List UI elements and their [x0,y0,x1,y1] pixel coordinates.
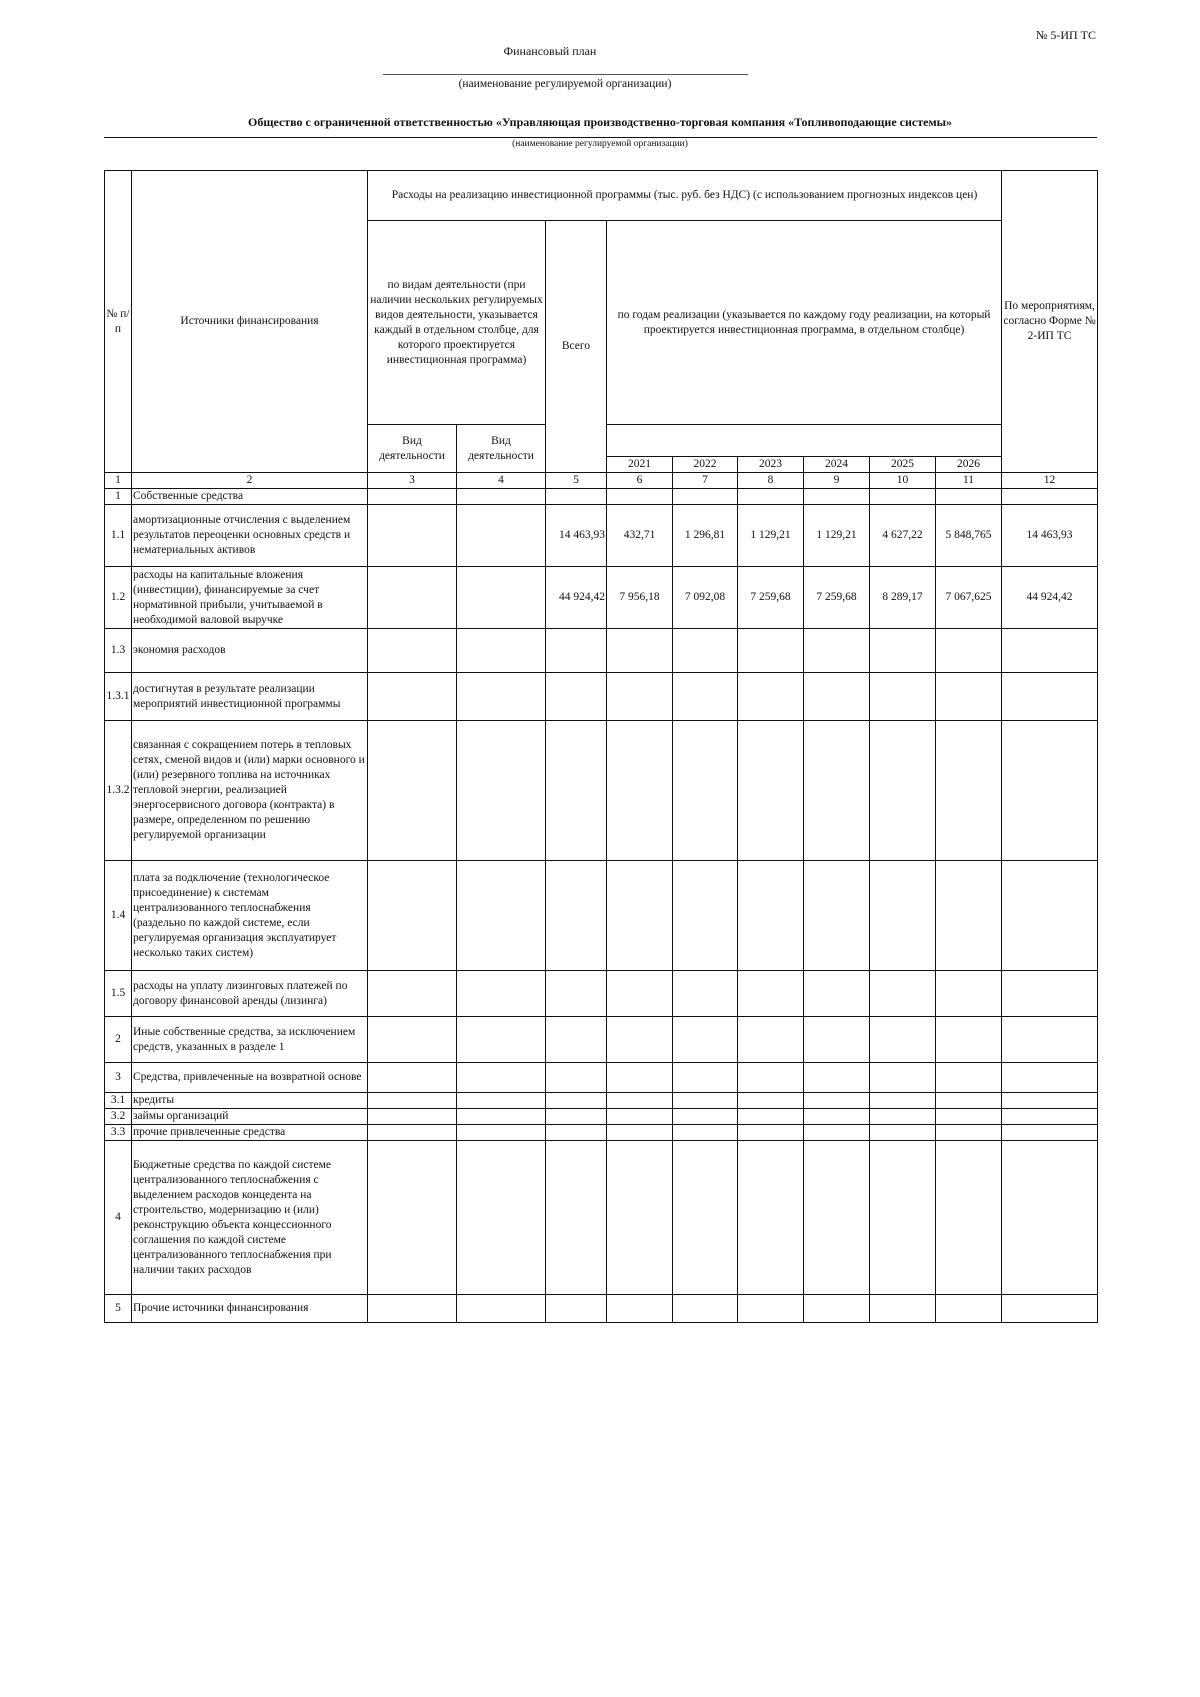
row-activity-2 [457,1063,546,1093]
row-year-value [607,1017,673,1063]
row-year-value [738,673,804,721]
row-by-measure [1002,1141,1098,1295]
row-activity-1 [368,567,457,629]
row-source-name: кредиты [132,1093,368,1109]
row-by-measure [1002,1017,1098,1063]
row-year-value [936,1141,1002,1295]
row-year-value [804,1063,870,1093]
row-year-value [870,1295,936,1323]
row-year-value: 1 129,21 [804,505,870,567]
row-year-value [607,1295,673,1323]
row-year-value [673,861,738,971]
row-source-name: плата за подключение (технологическое присоединение) к системам централизованного теплоснабжения (раздельно по каждой системе, если регулируемая организация эксплуатирует несколько таких систем) [132,861,368,971]
row-year-value [936,629,1002,673]
row-source-name: амортизационные отчисления с выделением результатов переоценки основных средств и нематериальных активов [132,505,368,567]
row-activity-1 [368,1295,457,1323]
row-activity-1 [368,1141,457,1295]
header-col-by-measure: По мероприятиям, согласно Форме № 2-ИП ТС [1002,171,1098,473]
row-year-value: 432,71 [607,505,673,567]
table-row [105,1141,1098,1295]
header-col-no: № п/п [105,171,132,473]
row-by-measure [1002,1109,1098,1125]
header-year: 2023 [738,457,804,473]
row-total [546,673,607,721]
row-number: 2 [105,1017,132,1063]
row-year-value [936,1063,1002,1093]
row-year-value [936,1125,1002,1141]
row-total [546,861,607,971]
column-number: 5 [546,473,607,489]
row-activity-2 [457,629,546,673]
row-year-value: 7 956,18 [607,567,673,629]
row-total [546,1109,607,1125]
row-activity-1 [368,629,457,673]
row-activity-2 [457,1109,546,1125]
row-by-measure [1002,673,1098,721]
row-year-value [738,861,804,971]
row-by-measure [1002,1063,1098,1093]
table-row [105,629,1098,673]
row-year-value [936,1093,1002,1109]
row-number: 1 [105,489,132,505]
row-activity-2 [457,971,546,1017]
row-year-value [607,1109,673,1125]
row-year-value: 1 129,21 [738,505,804,567]
row-number: 1.3.2 [105,721,132,861]
row-year-value [607,971,673,1017]
row-by-measure [1002,971,1098,1017]
row-by-measure: 44 924,42 [1002,567,1098,629]
row-activity-1 [368,673,457,721]
row-number: 1.1 [105,505,132,567]
row-year-value [738,629,804,673]
column-number: 6 [607,473,673,489]
row-year-value: 7 259,68 [804,567,870,629]
org-blank-line [383,74,748,75]
row-year-value [607,721,673,861]
column-number: 1 [105,473,132,489]
header-year: 2024 [804,457,870,473]
row-source-name: достигнутая в результате реализации мероприятий инвестиционной программы [132,673,368,721]
table-row [105,505,1098,567]
row-year-value [804,861,870,971]
row-source-name: займы организаций [132,1109,368,1125]
row-number: 1.4 [105,861,132,971]
column-number: 10 [870,473,936,489]
column-number: 8 [738,473,804,489]
row-year-value [738,1295,804,1323]
row-activity-2 [457,1295,546,1323]
table-row [105,673,1098,721]
row-year-value [673,1017,738,1063]
row-total [546,1093,607,1109]
header-col-by-year: по годам реализации (указывается по каждому году реализации, на который проектируется инвестиционная программа, в отдельном столбце) [607,221,1002,425]
row-year-value [804,673,870,721]
row-number: 3.3 [105,1125,132,1141]
row-year-value [870,861,936,971]
row-source-name: расходы на уплату лизинговых платежей по договору финансовой аренды (лизинга) [132,971,368,1017]
row-total [546,1295,607,1323]
column-number: 11 [936,473,1002,489]
row-number: 5 [105,1295,132,1323]
row-year-value [936,971,1002,1017]
document-title: Финансовый план [503,44,597,58]
row-year-value [738,1109,804,1125]
row-year-value [673,1109,738,1125]
row-number: 3.2 [105,1109,132,1125]
row-year-value [936,1295,1002,1323]
row-year-value [673,489,738,505]
row-by-measure [1002,1125,1098,1141]
row-year-value [673,971,738,1017]
row-year-value [673,721,738,861]
row-year-value [870,971,936,1017]
row-by-measure: 14 463,93 [1002,505,1098,567]
row-number: 1.3 [105,629,132,673]
row-year-value [936,1109,1002,1125]
row-activity-2 [457,673,546,721]
row-total: 44 924,42 [546,567,607,629]
row-activity-2 [457,505,546,567]
row-activity-2 [457,567,546,629]
row-activity-1 [368,1017,457,1063]
row-total [546,1017,607,1063]
row-year-value [673,629,738,673]
table-row [105,721,1098,861]
header-year: 2025 [870,457,936,473]
table-row [105,1109,1098,1125]
row-source-name: связанная с сокращением потерь в тепловых сетях, сменой видов и (или) марки основного и (или) резервного топлива на источниках тепловой энергии, реализацией энергосервисного договора (контракта) в размере, определенном по решению регулируемой организации [132,721,368,861]
row-year-value [607,1141,673,1295]
column-number: 9 [804,473,870,489]
row-number: 1.3.1 [105,673,132,721]
row-year-value [870,1093,936,1109]
row-year-value: 8 289,17 [870,567,936,629]
row-activity-1 [368,505,457,567]
table-row [105,1063,1098,1093]
row-activity-1 [368,489,457,505]
row-number: 4 [105,1141,132,1295]
row-year-value [738,1125,804,1141]
row-year-value [607,1125,673,1141]
row-total [546,1063,607,1093]
row-year-value [870,721,936,861]
row-activity-2 [457,721,546,861]
row-total [546,721,607,861]
row-year-value [804,489,870,505]
row-year-value [607,629,673,673]
row-year-value [936,1017,1002,1063]
row-year-value [936,673,1002,721]
row-year-value [607,489,673,505]
organization-name: Общество с ограниченной ответственностью «Управляющая производственно-торговая компания «Топливоподающие системы» [248,115,952,129]
row-total: 14 463,93 [546,505,607,567]
row-source-name: Бюджетные средства по каждой системе централизованного теплоснабжения с выделением расходов концедента на строительство, модернизацию и (или) реконструкцию объекта концессионного соглашения по каждой системе централизованного теплоснабжения при наличии таких расходов [132,1141,368,1295]
row-total [546,489,607,505]
row-year-value [673,1093,738,1109]
row-by-measure [1002,629,1098,673]
row-activity-1 [368,1109,457,1125]
column-number: 2 [132,473,368,489]
row-year-value: 1 296,81 [673,505,738,567]
row-activity-2 [457,1141,546,1295]
org-caption-top: (наименование регулируемой организации) [458,78,672,90]
row-total [546,1141,607,1295]
row-year-value: 5 848,765 [936,505,1002,567]
header-activity-1: Вид деятельности [368,425,457,473]
org-caption-bottom: (наименование регулируемой организации) [512,139,688,149]
row-source-name: прочие привлеченные средства [132,1125,368,1141]
table-row [105,971,1098,1017]
row-year-value [607,1093,673,1109]
row-year-value [607,861,673,971]
row-year-value [738,1141,804,1295]
row-activity-1 [368,1063,457,1093]
row-number: 1.5 [105,971,132,1017]
row-year-value [870,1017,936,1063]
row-year-value [804,1141,870,1295]
row-year-value [607,1063,673,1093]
row-year-value [870,1141,936,1295]
row-year-value: 7 092,08 [673,567,738,629]
table-row [105,1295,1098,1323]
column-number: 7 [673,473,738,489]
row-year-value [870,1063,936,1093]
row-source-name: Иные собственные средства, за исключением средств, указанных в разделе 1 [132,1017,368,1063]
row-year-value [870,629,936,673]
row-year-value [804,1017,870,1063]
row-total [546,971,607,1017]
row-total [546,629,607,673]
table-row [105,567,1098,629]
header-col-source: Источники финансирования [132,171,368,473]
row-year-value [870,673,936,721]
table-row [105,489,1098,505]
row-year-value [804,721,870,861]
row-year-value [673,1125,738,1141]
row-activity-1 [368,721,457,861]
row-source-name: Прочие источники финансирования [132,1295,368,1323]
header-col-expenses: Расходы на реализацию инвестиционной программы (тыс. руб. без НДС) (с использованием прогнозных индексов цен) [368,171,1002,221]
row-year-value [804,1125,870,1141]
row-year-value [804,629,870,673]
header-year: 2026 [936,457,1002,473]
row-year-value [673,1295,738,1323]
column-number: 4 [457,473,546,489]
row-year-value [673,1063,738,1093]
row-year-value [738,971,804,1017]
row-year-value [804,1093,870,1109]
row-year-value [673,673,738,721]
row-activity-1 [368,971,457,1017]
row-year-value [804,1109,870,1125]
table-row [105,1093,1098,1109]
row-activity-1 [368,861,457,971]
row-activity-2 [457,1093,546,1109]
column-number: 3 [368,473,457,489]
header-activity-2: Вид деятельности [457,425,546,473]
header-years-blank [607,425,1002,457]
header-col-total: Всего [546,221,607,473]
org-underline [104,137,1097,138]
row-year-value [607,673,673,721]
row-year-value [870,489,936,505]
row-year-value: 7 259,68 [738,567,804,629]
row-source-name: расходы на капитальные вложения (инвестиции), финансируемые за счет нормативной прибыли, учитываемой в необходимой валовой выручке [132,567,368,629]
row-by-measure [1002,1295,1098,1323]
row-year-value [870,1109,936,1125]
row-activity-1 [368,1125,457,1141]
row-activity-2 [457,1125,546,1141]
row-year-value [738,721,804,861]
row-year-value [804,971,870,1017]
row-year-value [870,1125,936,1141]
row-activity-2 [457,1017,546,1063]
table-row [105,861,1098,971]
row-number: 3 [105,1063,132,1093]
row-year-value: 7 067,625 [936,567,1002,629]
row-source-name: Собственные средства [132,489,368,505]
row-total [546,1125,607,1141]
financial-plan-table [104,170,1098,1323]
row-number: 3.1 [105,1093,132,1109]
header-year: 2022 [673,457,738,473]
row-year-value [673,1141,738,1295]
row-by-measure [1002,721,1098,861]
row-year-value [936,861,1002,971]
row-source-name: экономия расходов [132,629,368,673]
row-activity-2 [457,861,546,971]
form-number: № 5-ИП ТС [1035,28,1096,42]
table-row [105,1125,1098,1141]
header-col-by-activity: по видам деятельности (при наличии нескольких регулируемых видов деятельности, указывается каждый в отдельном столбце, для которого проектируется инвестиционная программа) [368,221,546,425]
row-year-value [936,721,1002,861]
row-number: 1.2 [105,567,132,629]
row-year-value [804,1295,870,1323]
table-row [105,1017,1098,1063]
row-year-value [738,489,804,505]
row-year-value [936,489,1002,505]
row-by-measure [1002,1093,1098,1109]
row-activity-1 [368,1093,457,1109]
header-year: 2021 [607,457,673,473]
row-year-value [738,1063,804,1093]
row-source-name: Средства, привлеченные на возвратной основе [132,1063,368,1093]
row-year-value [738,1017,804,1063]
row-by-measure [1002,489,1098,505]
row-activity-2 [457,489,546,505]
row-year-value [738,1093,804,1109]
row-by-measure [1002,861,1098,971]
column-number: 12 [1002,473,1098,489]
row-year-value: 4 627,22 [870,505,936,567]
